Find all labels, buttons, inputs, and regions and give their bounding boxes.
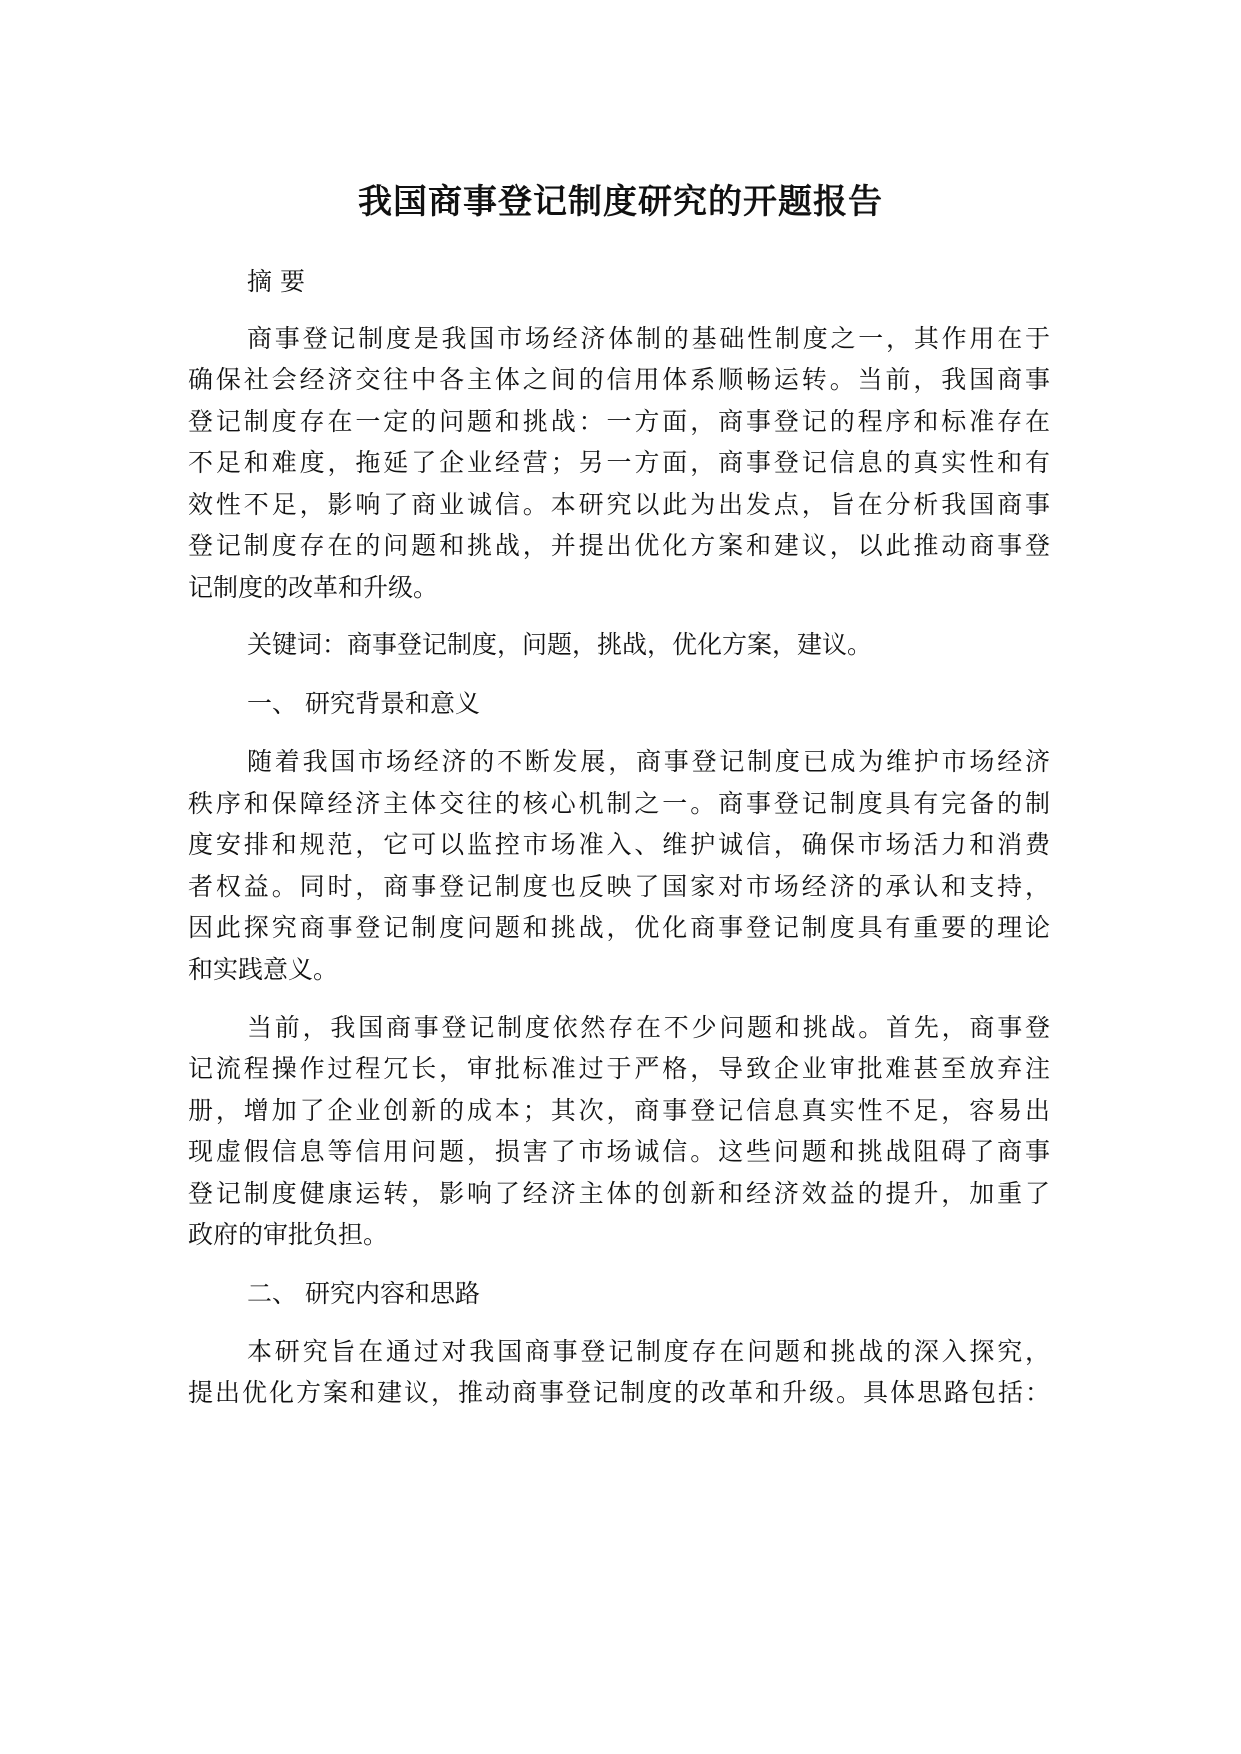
body-line: 登记制度健康运转，影响了经济主体的创新和经济效益的提升，加重了	[188, 1179, 1050, 1208]
body-line: 政府的审批负担。	[188, 1220, 389, 1249]
body-line: 秩序和保障经济主体交往的核心机制之一。商事登记制度具有完备的制	[188, 789, 1050, 818]
body-line: 本研究旨在通过对我国商事登记制度存在问题和挑战的深入探究，	[247, 1337, 1050, 1366]
body-line: 当前，我国商事登记制度依然存在不少问题和挑战。首先，商事登	[247, 1013, 1050, 1042]
keywords: 关键词：商事登记制度，问题，挑战，优化方案，建议。	[247, 630, 873, 659]
body-line: 者权益。同时，商事登记制度也反映了国家对市场经济的承认和支持，	[188, 872, 1050, 901]
abstract-line: 确保社会经济交往中各主体之间的信用体系顺畅运转。当前，我国商事	[188, 365, 1050, 394]
body-line: 和实践意义。	[188, 955, 339, 984]
abstract-line: 记制度的改革和升级。	[188, 573, 439, 602]
body-line: 提出优化方案和建议，推动商事登记制度的改革和升级。具体思路包括：	[188, 1378, 1050, 1407]
abstract-line: 效性不足，影响了商业诚信。本研究以此为出发点，旨在分析我国商事	[188, 490, 1050, 519]
abstract-line: 登记制度存在的问题和挑战，并提出优化方案和建议，以此推动商事登	[188, 531, 1050, 560]
abstract-line: 登记制度存在一定的问题和挑战：一方面，商事登记的程序和标准存在	[188, 407, 1050, 436]
abstract-line: 不足和难度，拖延了企业经营；另一方面，商事登记信息的真实性和有	[188, 448, 1050, 477]
body-line: 现虚假信息等信用问题，损害了市场诚信。这些问题和挑战阻碍了商事	[188, 1137, 1050, 1166]
abstract-line: 商事登记制度是我国市场经济体制的基础性制度之一，其作用在于	[247, 324, 1050, 353]
document-title: 我国商事登记制度研究的开题报告	[358, 182, 883, 222]
abstract-heading: 摘 要	[247, 267, 305, 296]
body-line: 度安排和规范，它可以监控市场准入、维护诚信，确保市场活力和消费	[188, 830, 1050, 859]
body-line: 记流程操作过程冗长，审批标准过于严格，导致企业审批难甚至放弃注	[188, 1054, 1050, 1083]
body-line: 册，增加了企业创新的成本；其次，商事登记信息真实性不足，容易出	[188, 1096, 1050, 1125]
body-line: 随着我国市场经济的不断发展，商事登记制度已成为维护市场经济	[247, 747, 1050, 776]
section-heading-1: 一、 研究背景和意义	[247, 689, 480, 718]
body-line: 因此探究商事登记制度问题和挑战，优化商事登记制度具有重要的理论	[188, 913, 1050, 942]
section-heading-2: 二、 研究内容和思路	[247, 1279, 480, 1308]
